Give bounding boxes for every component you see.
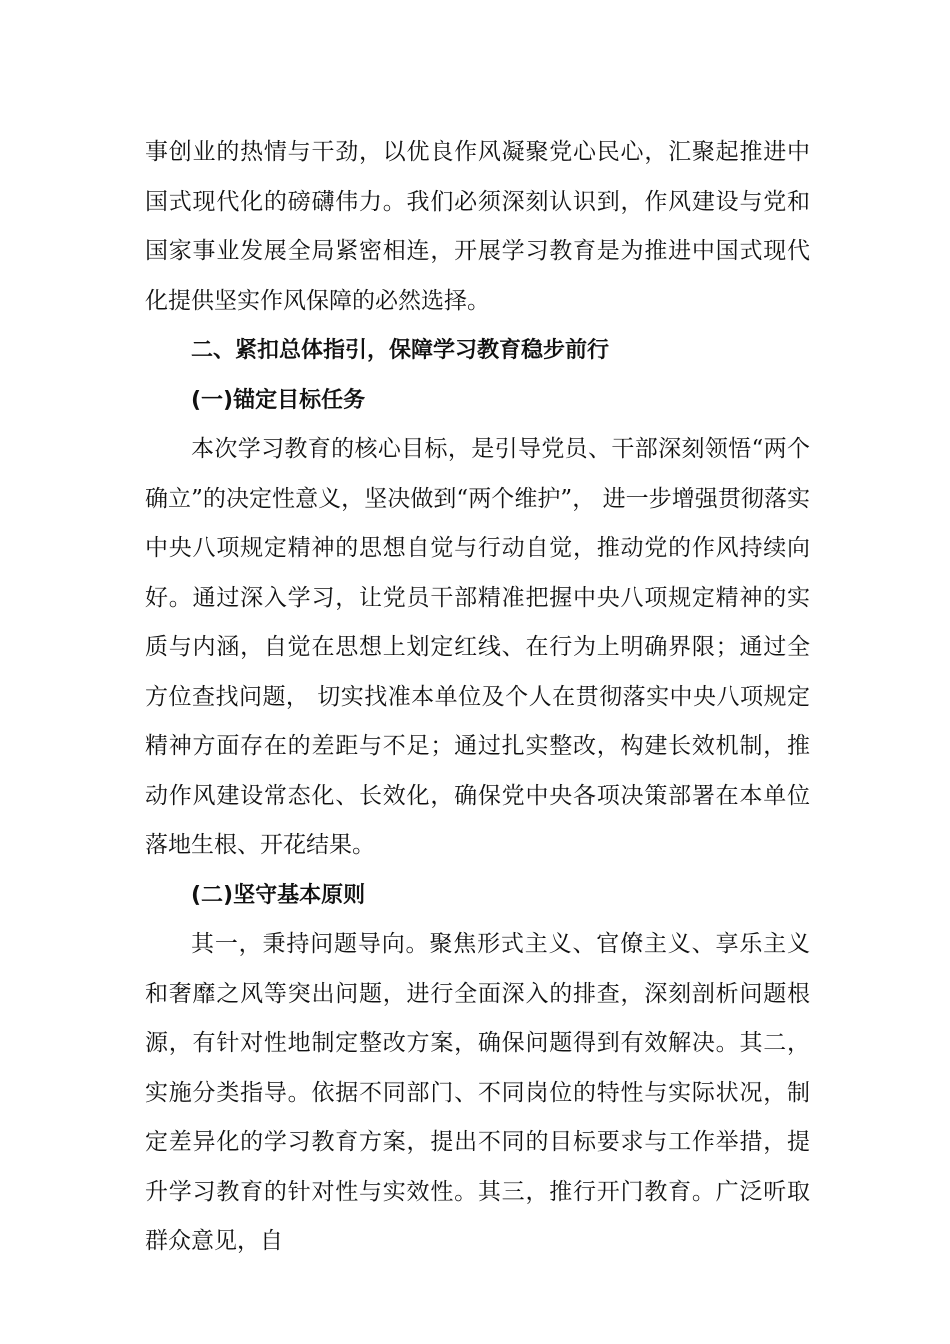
- paragraph-intro-continued: 事创业的热情与干劲，以优良作风凝聚党心民心，汇聚起推进中国式现代化的磅礴伟力。我们必须深刻认识到，作风建设与党和国家事业发展全局紧密相连，开展学习教育是为推进中国式现代化提供坚实作风保障的必然选择。: [145, 139, 810, 314]
- paragraph-principles: 其一，秉持问题导向。聚焦形式主义、官僚主义、享乐主义和奢靡之风等突出问题，进行全面深入的排查，深刻剖析问题根源，有针对性地制定整改方案，确保问题得到有效解决。其二，实施分类指导。依据不同部门、不同岗位的特性与实际状况，制定差异化的学习教育方案，提出不同的目标要求与工作举措，提升学习教育的针对性与实效性。其三，推行开门教育。广泛听取群众意见，自: [145, 931, 810, 1254]
- paragraph-goal: 本次学习教育的核心目标，是引导党员、干部深刻领悟“两个确立”的决定性意义，坚决做到“两个维护”， 进一步增强贯彻落实中央八项规定精神的思想自觉与行动自觉，推动党的作风持续向好。通过深入学习，让党员干部精准把握中央八项规定精神的实质与内涵，自觉在思想上划定红线、在行为上明确界限；通过全方位查找问题， 切实找准本单位及个人在贯彻落实中央八项规定精神方面存在的差距与不足；通过扎实整改，构建长效机制，推动作风建设常态化、长效化，确保党中央各项决策部署在本单位落地生根、开花结果。: [145, 436, 810, 858]
- document-page: [145, 128, 810, 1267]
- section-2-heading: 二、紧扣总体指引，保障学习教育稳步前行: [191, 338, 610, 363]
- subsection-1-heading: (一)锚定目标任务: [191, 387, 366, 413]
- subsection-2-heading: (二)坚守基本原则: [191, 882, 366, 908]
